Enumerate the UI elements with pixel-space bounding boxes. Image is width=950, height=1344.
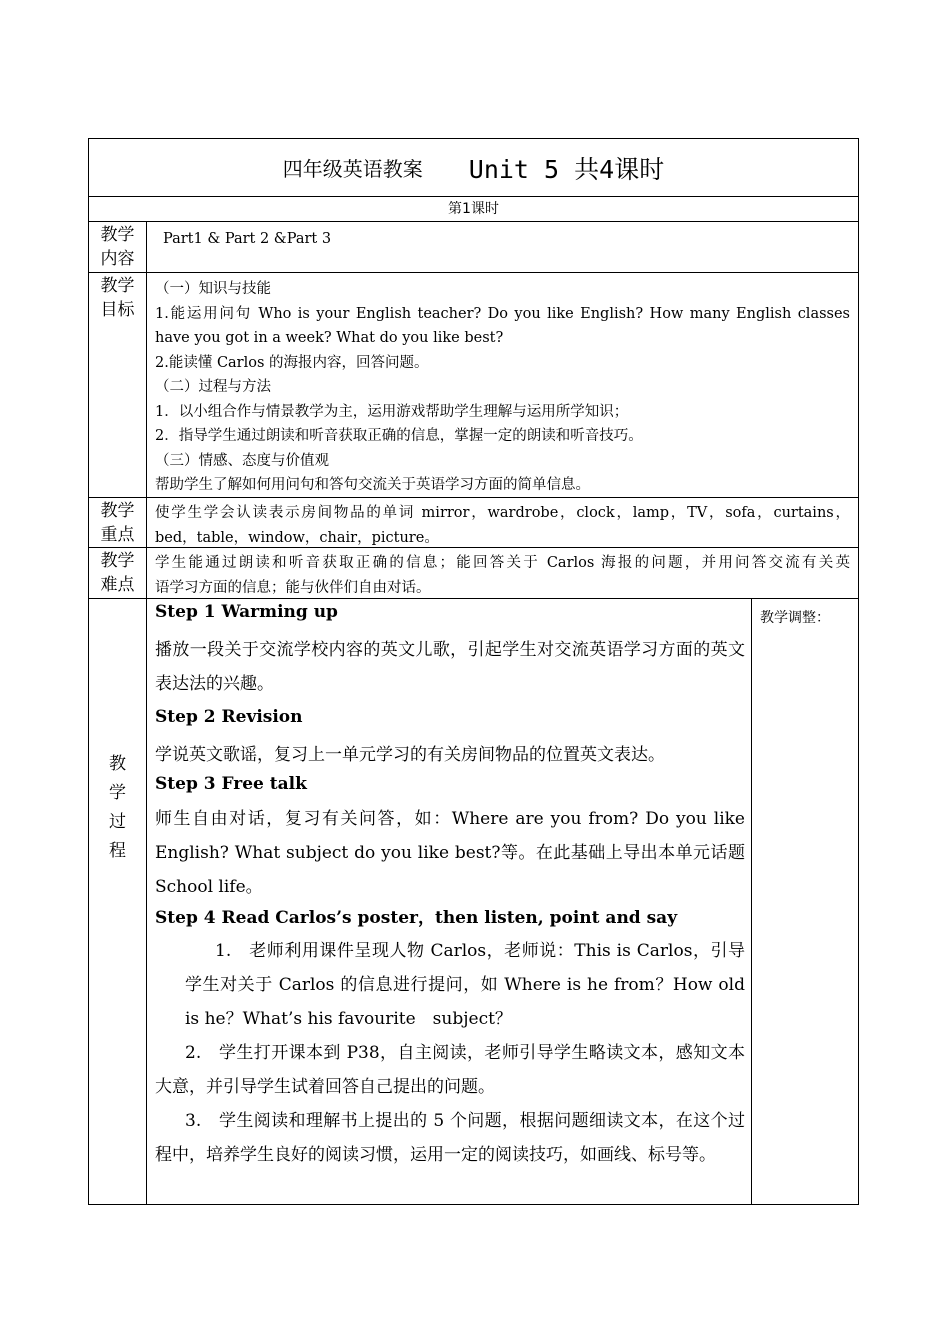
row-divider <box>89 272 858 273</box>
difficulties-text: 学生能通过朗读和听音获取正确的信息；能回答关于 Carlos 海报的问题，并用问答交流有关英 语学习方面的信息；能与伙伴们自由对话。 <box>155 555 850 596</box>
step4-title: Step 4 Read Carlos’s poster，then listen, point and say <box>155 908 678 928</box>
lesson-number: 第1课时 <box>448 201 499 217</box>
step1-title: Step 1 Warming up <box>155 602 338 622</box>
column-divider <box>146 221 147 1205</box>
title-unit: Unit 5 共4课时 <box>468 154 665 184</box>
step4-item-1: 1. 老师利用课件呈现人物 Carlos，老师说：This is Carlos，引导学生对关于 Carlos 的信息进行提问，如 Where is he from？How old is he？What’s his favourite subject？ <box>185 941 745 1029</box>
step3-title: Step 3 Free talk <box>155 774 307 794</box>
content-text: Part1 & Part 2 &Part 3 <box>163 231 332 247</box>
step4-item-2: 2. 学生打开课本到 P38，自主阅读，老师引导学生略读文本，感知文本大意，并引导学生试着回答自己提出的问题。 <box>155 1043 745 1097</box>
lesson-plan-table <box>88 138 859 1205</box>
row-divider <box>89 221 858 222</box>
step3-text: 师生自由对话，复习有关问答，如：Where are you from? Do you like English? What subject do you like best?等。在此基础上导出本单元话题 School life。 <box>155 809 745 897</box>
objectives-label: 教学 目标 <box>100 276 135 320</box>
step1-text: 播放一段关于交流学校内容的英文儿歌，引起学生对交流英语学习方面的英文表达法的兴趣。 <box>155 640 745 694</box>
step2-title: Step 2 Revision <box>155 707 303 727</box>
key-points-text: 使学生学会认读表示房间物品的单词 mirror，wardrobe，clock，lamp，TV，sofa，curtains， bed，table，window，chair，picture。 <box>155 505 850 546</box>
column-divider <box>751 598 752 1205</box>
process-label: 教 学 过 程 <box>109 754 126 861</box>
key-points-label: 教学 重点 <box>100 501 135 545</box>
page-title <box>89 139 858 196</box>
objectives-text: （一）知识与技能 1.能运用问句 Who is your English teacher? Do you like English? How many English classes have you got in a week? What do you like best? 2.能读懂 Carlos 的海报内容，回答问题。 （二）过程与方法 1．以小组合作与情景教学为主，运用游戏帮助学生理解与运用所学知识； 2．指导学生通过朗读和听音获取正确的信息，掌握一定的朗读和听音技巧。 （三）情感、态度与价值观 帮助学生了解如何用问句和答句交流关于英语学习方面的简单信息。 <box>155 281 850 493</box>
process-content <box>155 600 745 1172</box>
teaching-adjustment-label: 教学调整： <box>760 610 830 626</box>
difficulties-label: 教学 难点 <box>100 551 135 595</box>
step2-text: 学说英文歌谣，复习上一单元学习的有关房间物品的位置英文表达。 <box>155 745 665 765</box>
title-cn: 四年级英语教案 <box>282 157 423 181</box>
content-label: 教学 内容 <box>100 225 135 269</box>
step4-item-3: 3. 学生阅读和理解书上提出的 5 个问题，根据问题细读文本，在这个过程中，培养学生良好的阅读习惯，运用一定的阅读技巧，如画线、标号等。 <box>155 1111 745 1165</box>
